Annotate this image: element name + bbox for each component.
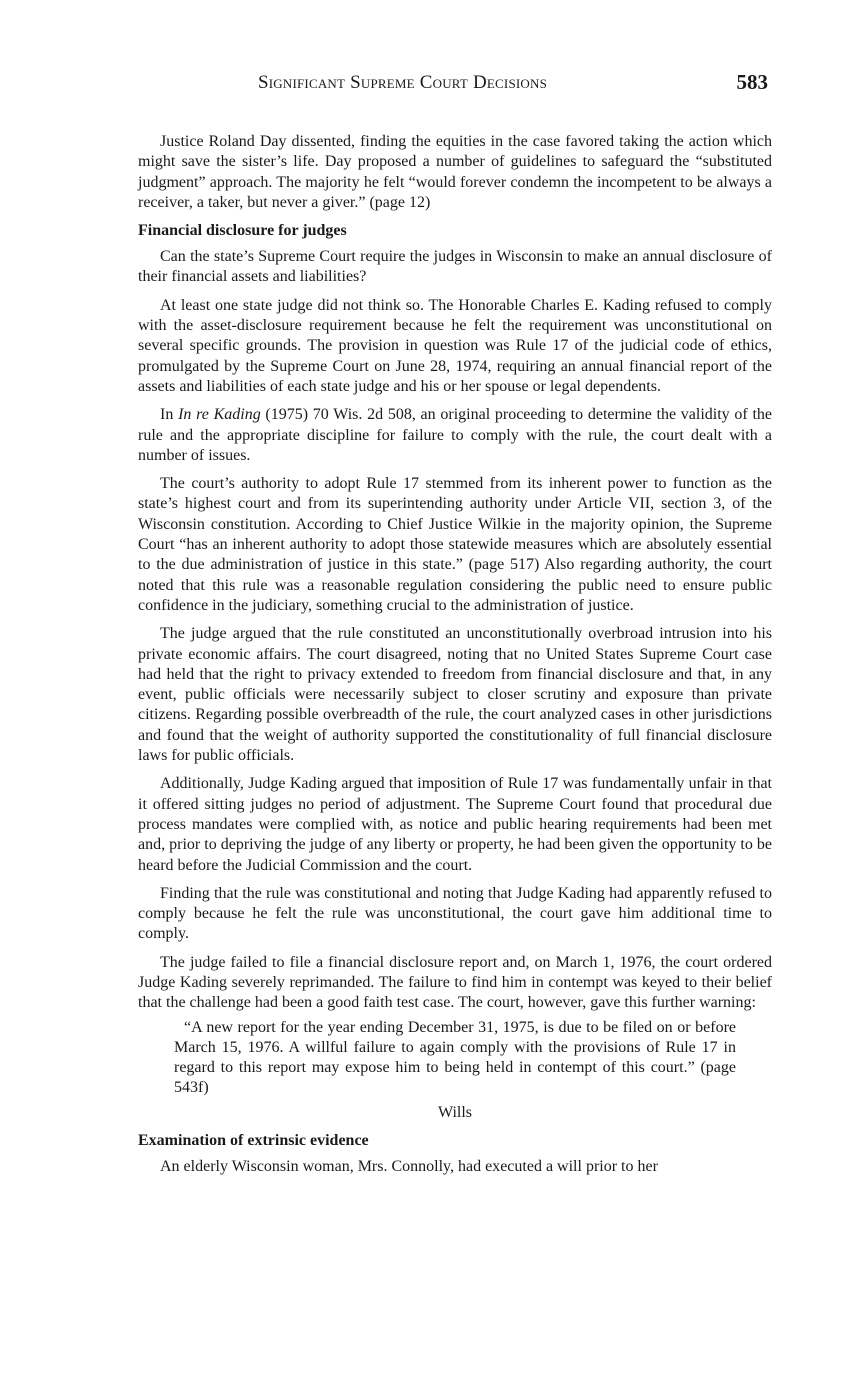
paragraph-in-re-kading: [138, 405, 772, 466]
paragraph-connolly: An elderly Wisconsin woman, Mrs. Connolly, had executed a will prior to her: [160, 1157, 658, 1175]
case-rest-text: (1975) 70 Wis. 2d 508, an original proceeding to determine the validity of the rule and the appropriate discipline for failure to comply with the rule, the court dealt with a number of issues.: [138, 406, 773, 464]
paragraph-kading-refusal: At least one state judge did not think so. The Honorable Charles E. Kading refused to comply with the asset-disclosure requirement because he felt the requirement was unconstitutional on several specific grounds. The provision in question was Rule 17 of the judicial code of ethics, promulgated by the Supreme Court on June 28, 1974, requiring an annual financial report of the assets and liabilities of each state judge and his or her spouse or legal dependents.: [138, 296, 772, 395]
paragraph-dissent: Justice Roland Day dissented, finding the equities in the case favored taking the action which might save the sister’s life. Day proposed a number of guidelines to safeguard the “substituted judgment” approach. The majority he felt “would forever condemn the incompetent to be always a receiver, a taker, but never a giver.” (page 12): [138, 133, 772, 211]
running-title: Significant Supreme Court Decisions: [258, 72, 548, 93]
body-text: [138, 132, 772, 1177]
section-heading-extrinsic-evidence: Examination of extrinsic evidence: [138, 1131, 369, 1149]
paragraph-due-process: Additionally, Judge Kading argued that imposition of Rule 17 was fundamentally unfair in that it offered sitting judges no period of adjustment. The Supreme Court found that procedural due process mandates were complied with, as notice and public hearing requirements had been met and, prior to depriving the judge of any liberty or property, he had been given the opportunity to be heard before the Judicial Commission and the court.: [138, 775, 772, 874]
page-number: 583: [736, 70, 768, 94]
paragraph-reprimand: The judge failed to file a financial disclosure report and, on March 1, 1976, the court ordered Judge Kading severely reprimanded. The failure to find him in contempt was keyed to their belief that the challenge had been a good faith test case. The court, however, gave this further warning:: [138, 953, 772, 1012]
section-heading-financial-disclosure: Financial disclosure for judges: [138, 222, 347, 240]
case-intro-text: In: [160, 406, 179, 424]
section-heading-wills: Wills: [437, 1103, 473, 1121]
running-header: [138, 70, 772, 102]
document-page: [138, 70, 772, 1185]
case-citation-italic: In re Kading: [178, 406, 261, 424]
paragraph-additional-time: Finding that the rule was constitutional and noting that Judge Kading had apparently refused to comply because he felt the rule was unconstitutional, the court gave him additional time to comply.: [138, 884, 772, 943]
paragraph-question: Can the state’s Supreme Court require the judges in Wisconsin to make an annual disclosure of their financial assets and liabilities?: [138, 248, 772, 286]
warning-quote: “A new report for the year ending December 31, 1975, is due to be filed on or before March 15, 1976. A willful failure to again comply with the provisions of Rule 17 in regard to this report may expose him to being held in contempt of this court.” (page 543f): [174, 1018, 736, 1097]
paragraph-court-authority: The court’s authority to adopt Rule 17 stemmed from its inherent power to function as the state’s highest court and from its superintending authority under Article VII, section 3, of the Wisconsin constitution. According to Chief Justice Wilkie in the majority opinion, the Supreme Court “has an inherent authority to adopt those statewide measures which are absolutely essential to the due administration of justice in this state.” (page 517) Also regarding authority, the court noted that this rule was a reasonable regulation considering the public need to ensure public confidence in the judiciary, something crucial to the administration of justice.: [138, 475, 772, 614]
paragraph-privacy-argument: The judge argued that the rule constituted an unconstitutionally overbroad intrusion into his private economic affairs. The court disagreed, noting that no United States Supreme Court case had held that the right to privacy extended to freedom from financial disclosure and that, in any event, public officials were necessarily subject to closer scrutiny and exposure than private citizens. Regarding possible overbreadth of the rule, the court analyzed cases in other jurisdictions and found that the weight of authority supported the constitutionality of full financial disclosure laws for public officials.: [138, 625, 772, 765]
